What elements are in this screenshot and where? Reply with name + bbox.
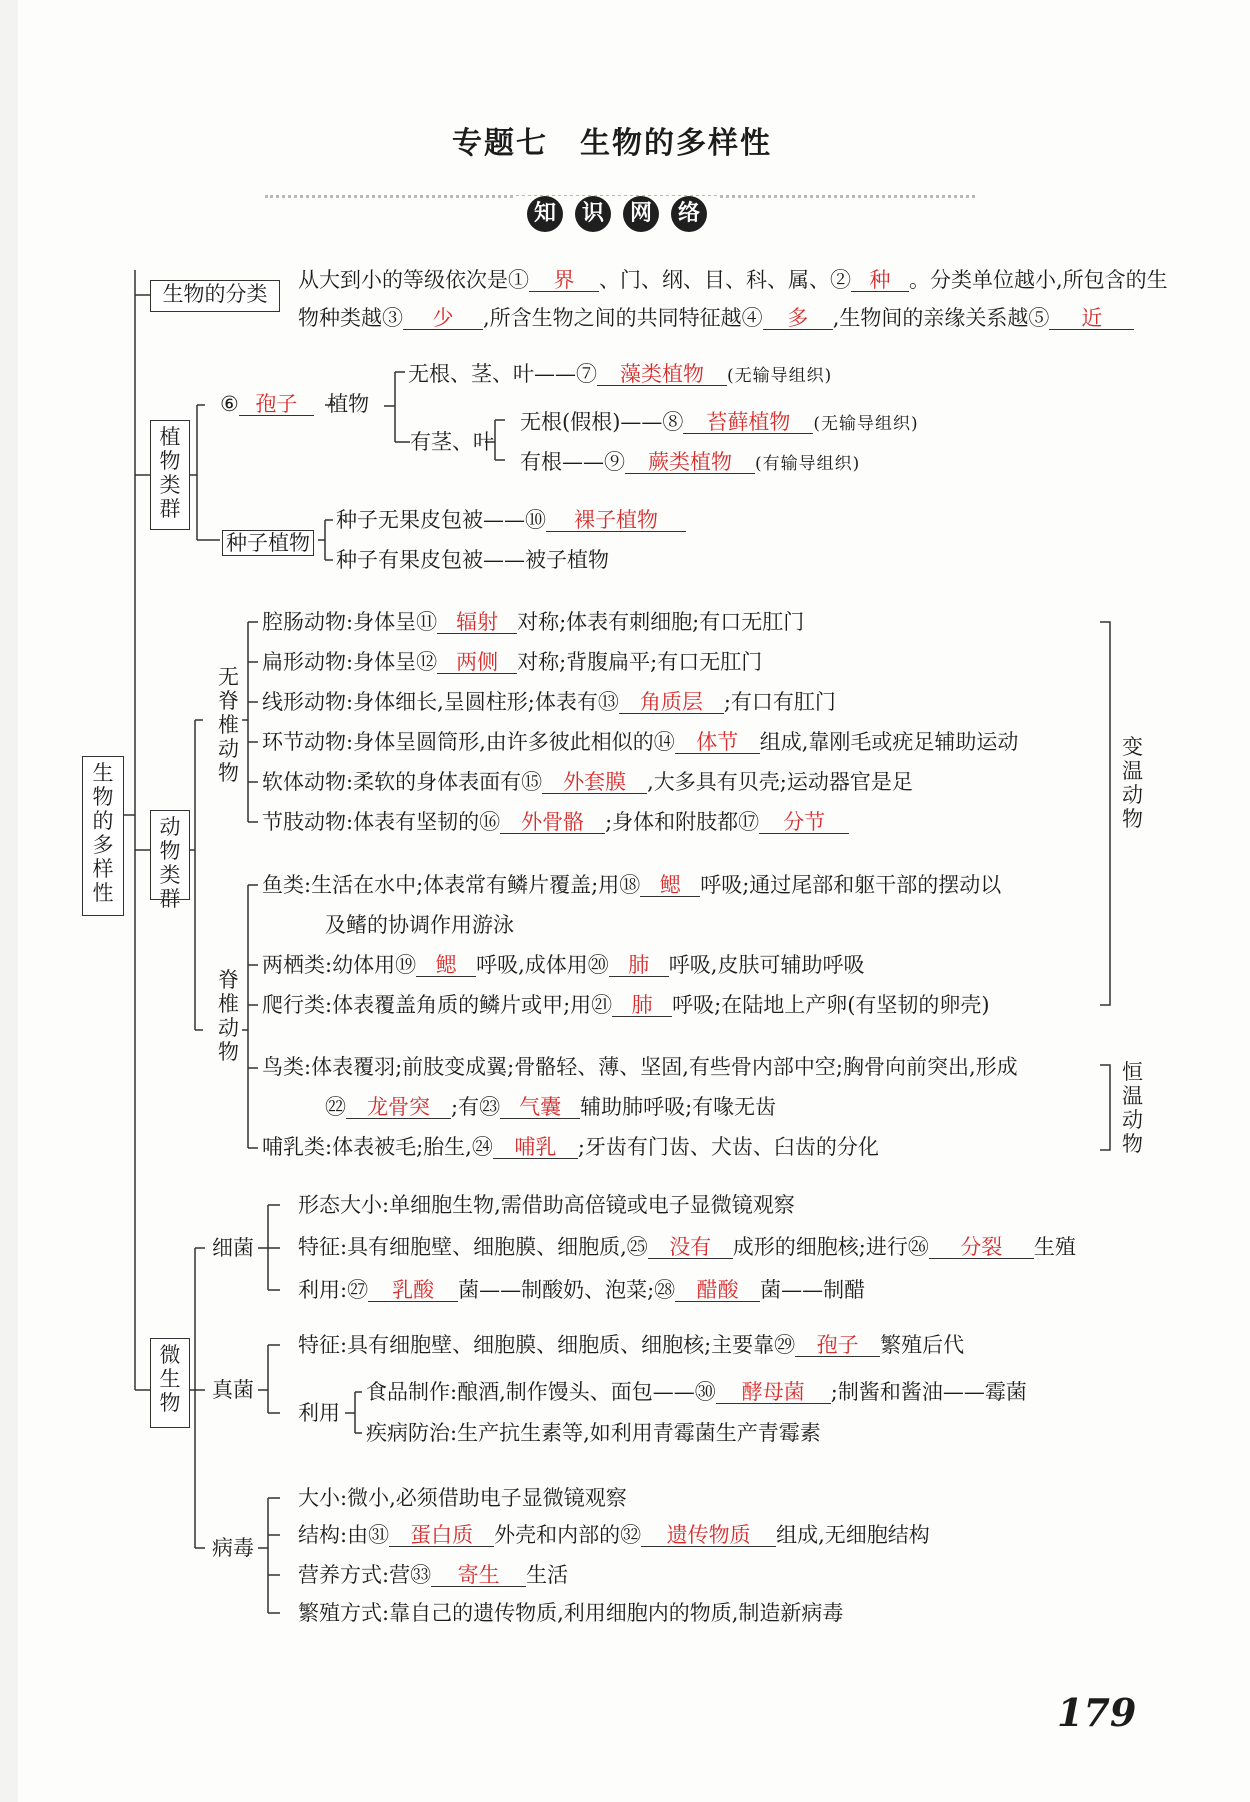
algae-row: 无根、茎、叶——⑦ 藻类植物 (无输导组织)	[408, 362, 833, 386]
flatworm-row: 扁形动物:身体呈⑫ 两侧 对称;背腹扁平;有口无肛门	[262, 650, 763, 674]
virus-size: 大小:微小,必须借助电子显微镜观察	[298, 1486, 627, 1510]
moss-row: 无根(假根)——⑧ 苔藓植物 (无输导组织)	[520, 410, 919, 434]
amphibian-row: 两栖类:幼体用⑲ 鳃 呼吸,成体用⑳ 肺 呼吸,皮肤可辅助呼吸	[262, 953, 865, 977]
gymnosperm-row: 种子无果皮包被——⑩ 裸子植物	[336, 508, 686, 532]
answer-24: 哺乳	[493, 1136, 578, 1159]
cnidaria-row: 腔肠动物:身体呈⑪ 辐射 对称;体表有刺细胞;有口无肛门	[262, 610, 805, 634]
microbe-box: 微生物	[150, 1338, 190, 1428]
virus-structure: 结构:由㉛ 蛋白质 外壳和内部的㉜ 遗传物质 组成,无细胞结构	[298, 1523, 930, 1547]
stem-leaf: 有茎、叶	[410, 430, 494, 454]
answer-13: 角质层	[619, 691, 724, 714]
answer-32: 遗传物质	[641, 1524, 776, 1547]
answer-3: 少	[403, 307, 483, 330]
bacteria-size: 形态大小:单细胞生物,需借助高倍镜或电子显微镜观察	[298, 1193, 795, 1217]
virus-label: 病毒	[212, 1536, 254, 1560]
warm-blooded-label: 恒温动物	[1122, 1060, 1143, 1156]
answer-2: 种	[851, 269, 909, 292]
answer-5: 近	[1049, 307, 1134, 330]
banner-char: 网	[623, 196, 659, 232]
annelid-row: 环节动物:身体呈圆筒形,由许多彼此相似的⑭ 体节 组成,靠刚毛或疣足辅助运动	[262, 730, 1019, 754]
answer-33: 寄生	[431, 1564, 526, 1587]
answer-9: 蕨类植物	[625, 451, 755, 474]
answer-26: 分裂	[929, 1236, 1034, 1259]
answer-15: 外套膜	[542, 771, 647, 794]
page-number: 179	[1057, 1690, 1137, 1735]
invertebrates-label: 无脊椎动物	[218, 665, 239, 785]
answer-12: 两侧	[437, 651, 517, 674]
banner-char: 络	[671, 196, 707, 232]
bacteria-traits: 特征:具有细胞壁、细胞膜、细胞质,㉕ 没有 成形的细胞核;进行㉖ 分裂 生殖	[298, 1235, 1076, 1259]
answer-27: 乳酸	[368, 1279, 458, 1302]
spore-plant: ⑥ 孢子 植物	[220, 392, 370, 416]
answer-14: 体节	[675, 731, 760, 754]
answer-7: 藻类植物	[597, 363, 727, 386]
plant-group-box: 植物类群	[150, 420, 190, 530]
cold-blooded-label: 变温动物	[1122, 735, 1143, 831]
answer-23: 气囊	[500, 1096, 580, 1119]
mollusk-row: 软体动物:柔软的身体表面有⑮ 外套膜 ,大多具有贝壳;运动器官是足	[262, 770, 913, 794]
answer-17: 分节	[759, 811, 849, 834]
answer-22: 龙骨突	[346, 1096, 451, 1119]
answer-11: 辐射	[437, 611, 517, 634]
bird-row-2: ㉒ 龙骨突 ;有㉓ 气囊 辅助肺呼吸;有喙无齿	[325, 1095, 777, 1119]
bird-row: 鸟类:体表覆羽;前肢变成翼;骨骼轻、薄、坚固,有些骨内部中空;胸骨向前突出,形成	[262, 1055, 1018, 1079]
answer-31: 蛋白质	[389, 1524, 494, 1547]
fish-row: 鱼类:生活在水中;体表常有鳞片覆盖;用⑱ 鳃 呼吸;通过尾部和躯干部的摆动以	[262, 873, 1002, 897]
seed-plant-box: 种子植物	[222, 530, 314, 556]
angiosperm-row: 种子有果皮包被——被子植物	[336, 548, 609, 572]
answer-29: 孢子	[795, 1334, 880, 1357]
fungi-traits: 特征:具有细胞壁、细胞膜、细胞质、细胞核;主要靠㉙ 孢子 繁殖后代	[298, 1333, 965, 1357]
answer-21: 肺	[612, 994, 672, 1017]
bacteria-label: 细菌	[212, 1236, 254, 1260]
answer-28: 醋酸	[675, 1279, 760, 1302]
answer-25: 没有	[648, 1236, 733, 1259]
fungi-food: 食品制作:酿酒,制作馒头、面包——㉚ 酵母菌 ;制酱和酱油——霉菌	[366, 1380, 1027, 1404]
classification-label: 生物的分类	[150, 280, 280, 312]
answer-30: 酵母菌	[716, 1381, 831, 1404]
root-box: 生物的多样性	[82, 756, 124, 916]
section-banner	[515, 196, 719, 232]
page-title: 专题七 生物的多样性	[452, 126, 772, 161]
virus-reproduction: 繁殖方式:靠自己的遗传物质,利用细胞内的物质,制造新病毒	[298, 1601, 844, 1625]
answer-20: 肺	[609, 954, 669, 977]
virus-nutrition: 营养方式:营㉝ 寄生 生活	[298, 1563, 569, 1587]
answer-10: 裸子植物	[546, 509, 686, 532]
banner-char: 识	[575, 196, 611, 232]
answer-8: 苔藓植物	[683, 411, 813, 434]
vertebrates-label: 脊椎动物	[218, 968, 239, 1064]
answer-16: 外骨骼	[500, 811, 605, 834]
fern-row: 有根——⑨ 蕨类植物 (有输导组织)	[520, 450, 861, 474]
fungi-use-label: 利用	[298, 1401, 340, 1425]
fungi-label: 真菌	[212, 1378, 254, 1402]
answer-1: 界	[529, 269, 599, 292]
answer-4: 多	[763, 307, 833, 330]
fungi-disease: 疾病防治:生产抗生素等,如利用青霉菌生产青霉素	[366, 1421, 821, 1445]
classification-line-2: 物种类越③ 少 ,所含生物之间的共同特征越④ 多 ,生物间的亲缘关系越⑤ 近	[298, 306, 1134, 330]
roundworm-row: 线形动物:身体细长,呈圆柱形;体表有⑬ 角质层 ;有口有肛门	[262, 690, 836, 714]
answer-19: 鳃	[416, 954, 476, 977]
answer-6: 孢子	[239, 393, 314, 416]
bacteria-uses: 利用:㉗ 乳酸 菌——制酸奶、泡菜;㉘ 醋酸 菌——制醋	[298, 1278, 866, 1302]
mammal-row: 哺乳类:体表被毛;胎生,㉔ 哺乳 ;牙齿有门齿、犬齿、臼齿的分化	[262, 1135, 879, 1159]
fish-row-2: 及鳍的协调作用游泳	[325, 913, 514, 937]
reptile-row: 爬行类:体表覆盖角质的鳞片或甲;用㉑ 肺 呼吸;在陆地上产卵(有坚韧的卵壳)	[262, 993, 990, 1017]
arthropod-row: 节肢动物:体表有坚韧的⑯ 外骨骼 ;身体和附肢都⑰ 分节	[262, 810, 849, 834]
banner-char: 知	[527, 196, 563, 232]
animal-group-box: 动物类群	[150, 810, 190, 900]
answer-18: 鳃	[640, 874, 700, 897]
classification-line-1: 从大到小的等级依次是① 界 、门、纲、目、科、属、② 种 。分类单位越小,所包含的生	[298, 268, 1168, 292]
